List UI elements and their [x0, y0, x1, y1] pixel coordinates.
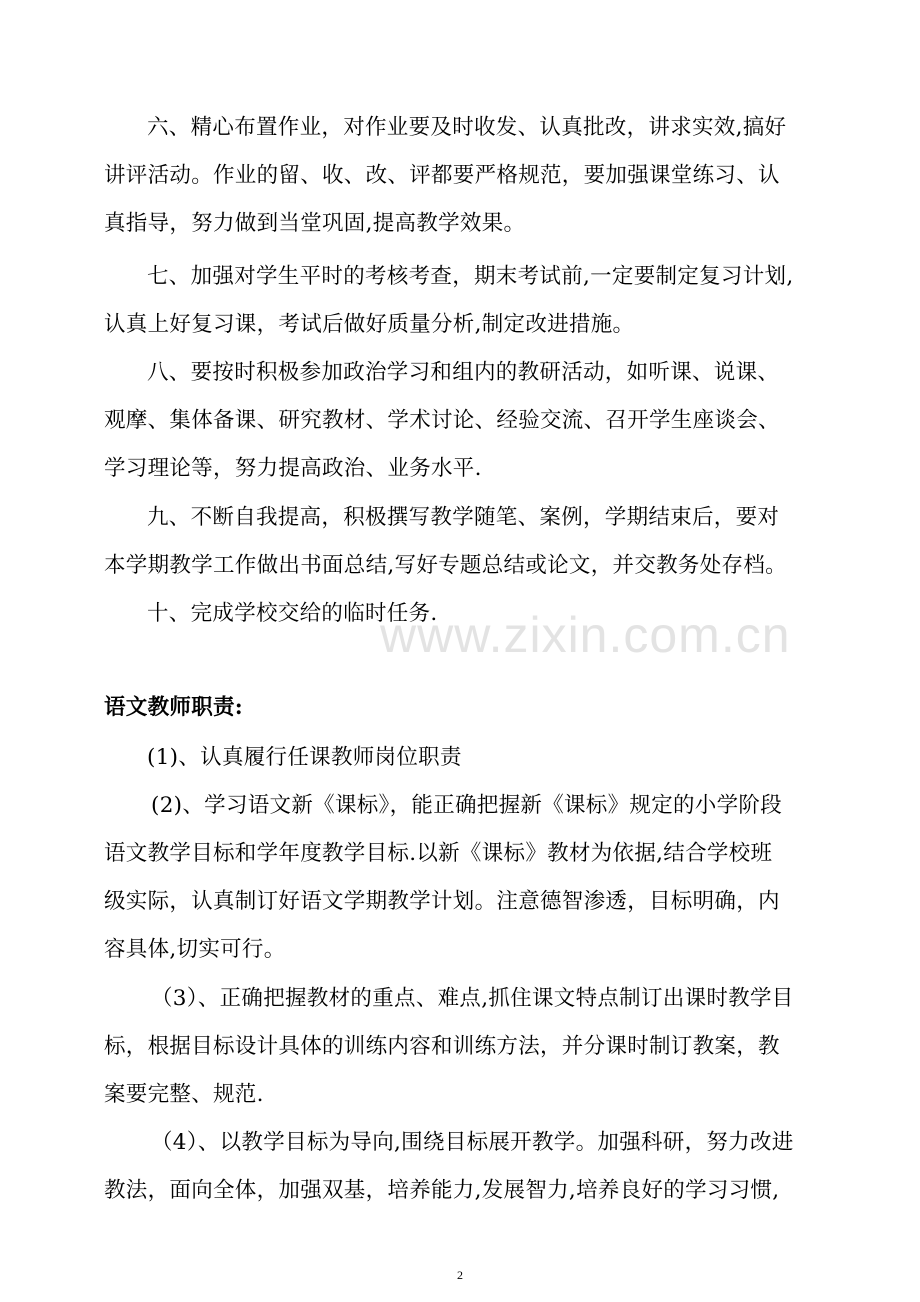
paragraph-line: （4）、以教学目标为导向,围绕目标展开教学。加强科研，努力改进 — [151, 1130, 794, 1155]
paragraph-eight — [104, 349, 824, 493]
paragraph-line: 十、完成学校交给的临时任务. — [147, 601, 438, 626]
paragraph-line: 讲评活动。作业的留、收、改、评都要严格规范，要加强课堂练习、认 — [104, 163, 780, 188]
duty-two — [104, 782, 824, 974]
paragraph-line: （3）、正确把握教材的重点、难点,抓住课文特点制订出课时教学目 — [151, 986, 794, 1011]
paragraph-line: 六、精心布置作业，对作业要及时收发、认真批改，讲求实效,搞好 — [147, 115, 787, 140]
paragraph-line: 教法，面向全体，加强双基，培养能力,发展智力,培养良好的学习习惯, — [104, 1178, 780, 1203]
duty-four — [104, 1119, 824, 1215]
paragraph-line: 真指导，努力做到当堂巩固,提高教学效果。 — [104, 211, 526, 236]
paragraph-line: (1)、认真履行任课教师岗位职责 — [147, 745, 462, 770]
paragraph-line: 案要完整、规范. — [104, 1082, 264, 1107]
paragraph-line: 七、加强对学生平时的考核考查，期末考试前,一定要制定复习计划, — [147, 264, 794, 289]
paragraph-nine — [104, 494, 824, 590]
paragraph-line: 观摩、集体备课、研究教材、学术讨论、经验交流、召开学生座谈会、 — [104, 408, 780, 433]
paragraph-line: 学习理论等，努力提高政治、业务水平. — [104, 456, 482, 481]
paragraph-line: 语文教学目标和学年度教学目标.以新《课标》教材为依据,结合学校班 — [104, 841, 773, 866]
page-number: 2 — [457, 1268, 463, 1282]
paragraph-line: 标，根据目标设计具体的训练内容和训练方法，并分课时制订教案，教 — [104, 1034, 780, 1059]
paragraph-line: (2)、学习语文新《课标》，能正确把握新《课标》规定的小学阶段 — [151, 793, 783, 818]
paragraph-line: 容具体,切实可行。 — [104, 937, 286, 962]
paragraph-line: 八、要按时积极参加政治学习和组内的教研活动，如听课、说课、 — [147, 360, 780, 385]
section-heading-text: 语文教师职责: — [104, 695, 244, 720]
paragraph-seven — [104, 253, 824, 349]
paragraph-six — [104, 104, 824, 248]
watermark-text: www.zixin.com.cn — [380, 607, 791, 663]
duty-three — [104, 975, 824, 1119]
duty-one — [104, 734, 824, 782]
paragraph-line: 本学期教学工作做出书面总结,写好专题总结或论文，并交教务处存档。 — [104, 553, 787, 578]
paragraph-line: 级实际，认真制订好语文学期教学计划。注意德智渗透，目标明确，内 — [104, 889, 780, 914]
paragraph-ten — [104, 590, 824, 638]
section-heading — [104, 684, 824, 732]
paragraph-line: 九、不断自我提高，积极撰写教学随笔、案例，学期结束后，要对 — [147, 505, 780, 530]
paragraph-line: 认真上好复习课，考试后做好质量分析,制定改进措施。 — [104, 312, 635, 337]
